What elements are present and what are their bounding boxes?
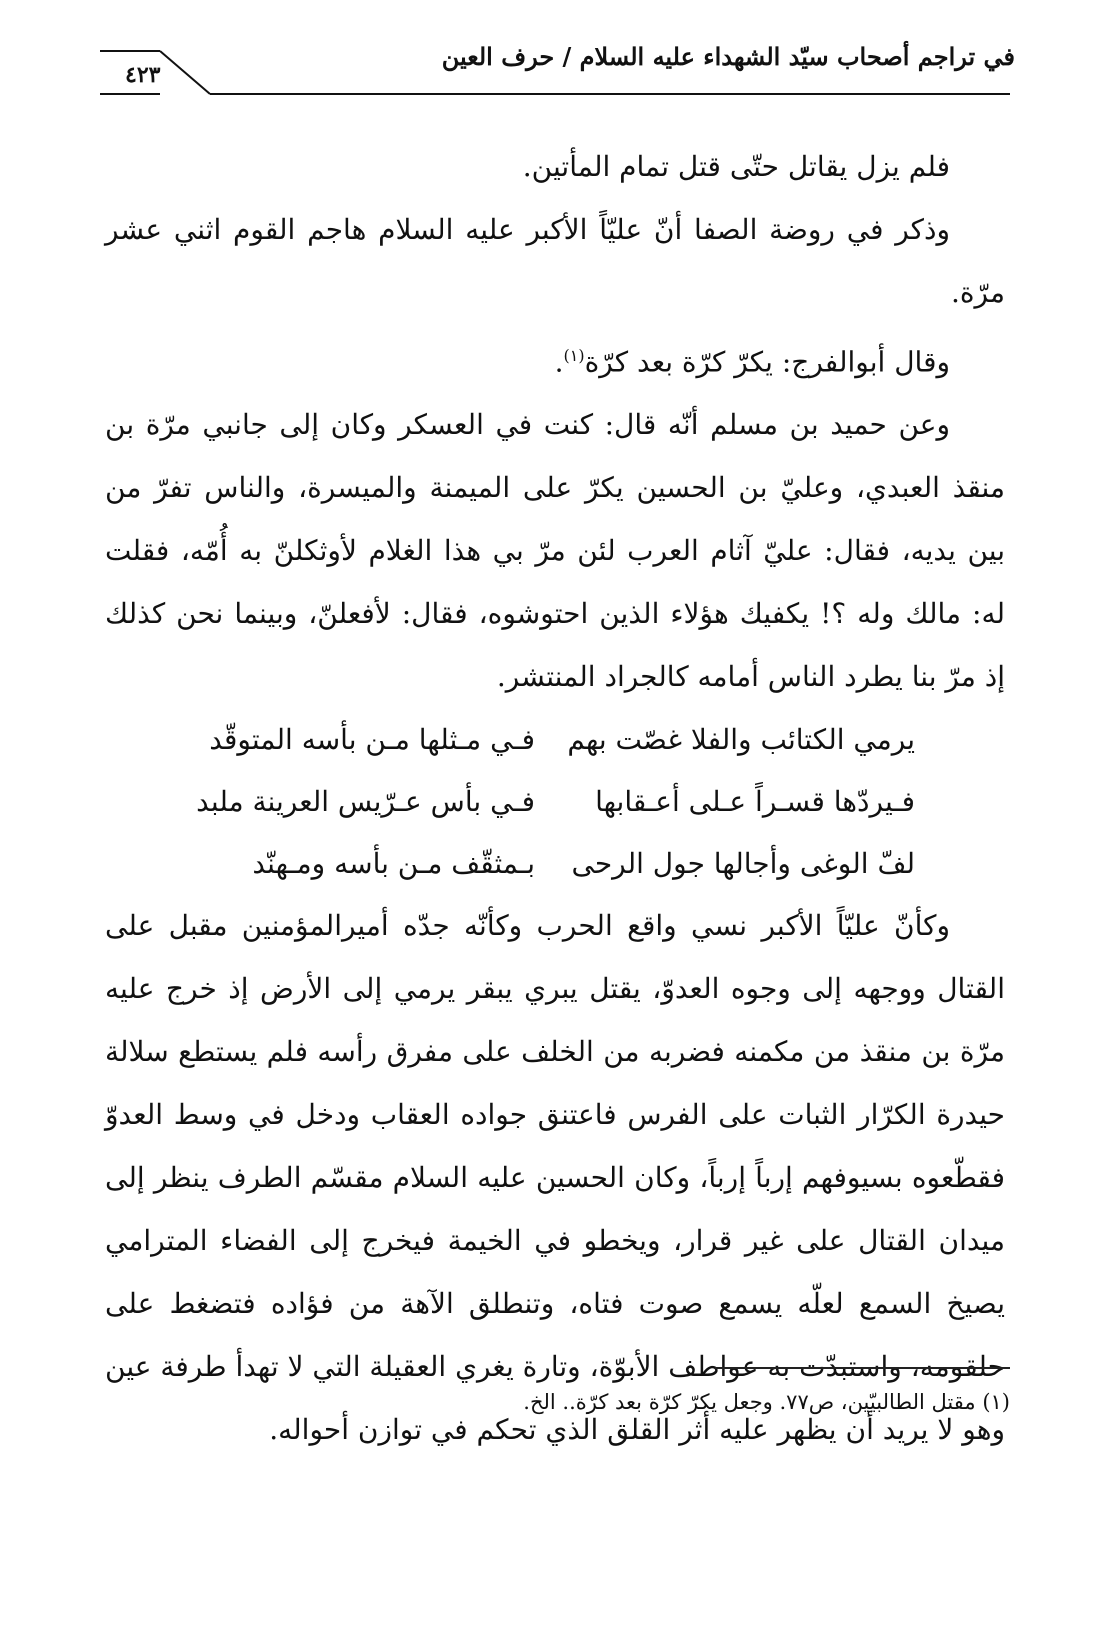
paragraph: فلم يزل يقاتل حتّى قتل تمام المأتين. <box>522 150 950 183</box>
paragraph: وكأنّ عليّاً الأكبر نسي واقع الحرب وكأنّه جدّه أميرالمؤمنين مقبل على القتال ووجهه إلى وجوه العدوّ، يقتل يبري يبقر يرمي إلى الأرض إذ خرج عليه مرّة بن منقذ من مكمنه فضربه من الخلف على مفرق رأسه فلم يستطع سلالة حيدرة الكرّار الثبات على الفرس فاعتنق جواده العقاب ودخل في وسط العدوّ فقطّعوه بسيوفهم إرباً إرباً، وكان الحسين عليه السلام مقسّم الطرف ينظر إلى ميدان القتال على غير قرار، ويخطو في الخيمة فيخرج إلى الفضاء المترامي يصيخ السمع لعلّه يسمع صوت فتاه، وتنطلق الآهة من فؤاده فتضغط على حلقومه، واستبدّت به عواطف الأبوّة، وتارة يغري العقيلة التي لا تهدأ طرفة عين وهو لا يريد أن يظهر عليه أثر القلق الذي تحكم في توازن أحواله. <box>105 909 1005 1447</box>
main-text <box>105 135 1005 1461</box>
verse-first-hemistich: يرمي الكتائب والفلا غصّت بهم <box>567 723 915 757</box>
footnote-reference[interactable]: (١) <box>563 346 585 365</box>
verse-line <box>105 708 1005 770</box>
verse-first-hemistich: لفّ الوغى وأجالها جول الرحى <box>571 847 915 881</box>
verse-second-hemistich: فـي مـثلها مـن بأسه المتوقّد <box>209 723 535 757</box>
paragraph-text: وقال أبوالفرج: يكرّ كرّة بعد كرّة <box>584 345 950 379</box>
footnote-text: مقتل الطالبيّين، ص٧٧. وجعل يكرّ كرّة بعد كرّة.. الخ. <box>523 1390 976 1414</box>
paragraph: وذكر في روضة الصفا أنّ عليّاً الأكبر عليه السلام هاجم القوم اثني عشر مرّة. <box>105 213 1005 309</box>
page-number: ٤٢٣ <box>125 62 161 88</box>
footnote-marker: (١) <box>982 1390 1010 1414</box>
verse-line <box>105 832 1005 894</box>
running-header-title: في تراجم أصحاب سيّد الشهداء عليه السلام / حرف العين <box>441 42 1015 71</box>
poem <box>105 708 1005 894</box>
paragraph: وعن حميد بن مسلم أنّه قال: كنت في العسكر وكان إلى جانبي مرّة بن منقذ العبدي، وعليّ بن الحسين يكرّ على الميمنة والميسرة، والناس تفرّ من بين يديه، فقال: عليّ آثام العرب لئن مرّ بي هذا الغلام لأوثكلنّ به أُمّه، فقلت له: مالك وله ؟! يكفيك هؤلاء الذين احتوشوه، فقال: لأفعلنّ، وبينما نحن كذلك إذ مرّ بنا يطرد الناس أمامه كالجراد المنتشر. <box>105 408 1005 694</box>
verse-second-hemistich: فـي بأس عـرّيس العرينة ملبد <box>196 785 535 819</box>
verse-first-hemistich: فـيردّها قسـراً عـلى أعـقابها <box>595 785 915 819</box>
verse-second-hemistich: بـمثقّف مـن بأسه ومـهنّد <box>252 847 535 881</box>
footnote-separator <box>715 1367 1010 1369</box>
paragraph <box>105 324 1005 393</box>
verse-line <box>105 770 1005 832</box>
footnote <box>310 1390 1010 1414</box>
full-stop: . <box>554 345 564 379</box>
